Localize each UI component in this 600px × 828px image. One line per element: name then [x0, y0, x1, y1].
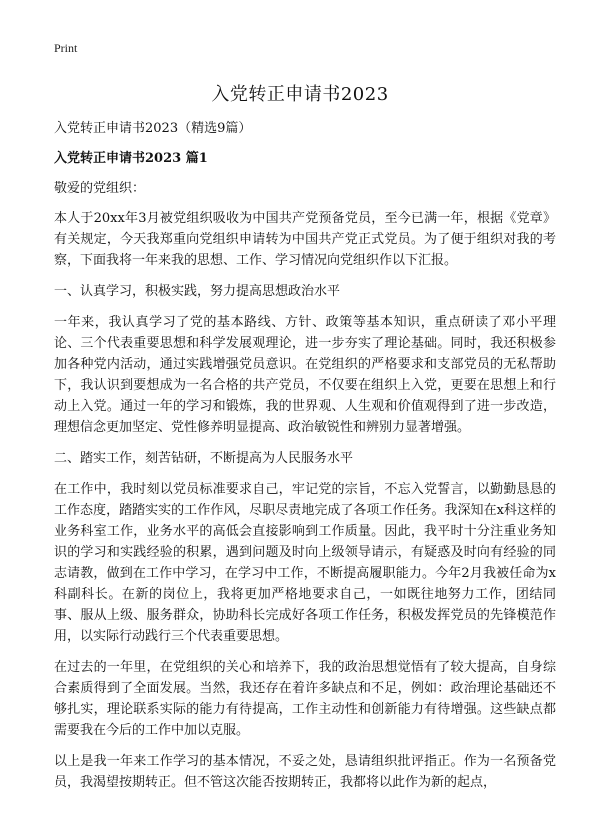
- salutation: 敬爱的党组织：: [54, 181, 146, 196]
- paragraph-reflection: 在过去的一年里，在党组织的关心和培养下，我的政治思想觉悟有了较大提高，自身综合素质得到了全面发展。当然，我还存在着许多缺点和不足，例如：政治理论基础还不够扎实，理论联系实际的能力有待提高，工作主动性和创新能力有待增强。这些缺点都需要我在今后的工作中加以克服。: [54, 660, 556, 738]
- paragraph-conclusion: 以上是我一年来工作学习的基本情况，不妥之处，恳请组织批评指正。作为一名预备党员，我渴望按期转正。但不管这次能否按期转正，我都将以此作为新的起点，: [54, 754, 556, 790]
- document-body: [54, 118, 556, 803]
- paragraph-study: 一年来，我认真学习了党的基本路线、方针、政策等基本知识，重点研读了邓小平理论、三个代表重要思想和科学发展观理论，进一步夯实了理论基础。同时，我还积极参加各种党内活动，通过实践增强党员意识。在党组织的严格要求和支部党员的无私帮助下，我认识到要想成为一名合格的共产党员，不仅要在组织上入党，更要在思想上和行动上入党。通过一年的学习和锻炼，我的世界观、人生观和价值观得到了进一步改造，理想信念更加坚定、党性修养明显提高、政治敏锐性和辨别力显著增强。: [54, 315, 556, 435]
- subheading-study: 一、认真学习，积极实践，努力提高思想政治水平: [54, 284, 341, 299]
- document-subtitle: 入党转正申请书2023（精选9篇）: [54, 121, 252, 136]
- page-title: 入党转正申请书2023: [211, 84, 389, 105]
- subheading-work: 二、踏实工作，刻苦钻研，不断提高为人民服务水平: [54, 451, 354, 466]
- print-link[interactable]: Print: [54, 41, 78, 55]
- paragraph-work: 在工作中，我时刻以党员标准要求自己，牢记党的宗旨，不忘入党誓言，以勤勤恳恳的工作态度，踏踏实实的工作作风，尽职尽责地完成了各项工作任务。我深知在x科这样的业务科室工作，业务水平的高低会直接影响到工作质量。因此，我平时十分注重业务知识的学习和实践经验的积累，遇到问题及时向上级领导请示，有疑惑及时向有经验的同志请教，做到在工作中学习，在学习中工作，不断提高履职能力。今年2月我被任命为x科副科长。在新的岗位上，我将更加严格地要求自己，一如既往地努力工作，团结同事、服从上级、服务群众，协助科长完成好各项工作任务，积极发挥党员的先锋模范作用，以实际行动践行三个代表重要思想。: [54, 482, 556, 644]
- section-heading: 入党转正申请书2023 篇1: [54, 151, 208, 166]
- paragraph-intro: 本人于20xx年3月被党组织吸收为中国共产党预备党员，至今已满一年，根据《党章》有关规定，今天我郑重向党组织申请转为中国共产党正式党员。为了便于组织对我的考察，下面我将一年来我的思想、工作、学习情况向党组织作以下汇报。: [54, 211, 556, 268]
